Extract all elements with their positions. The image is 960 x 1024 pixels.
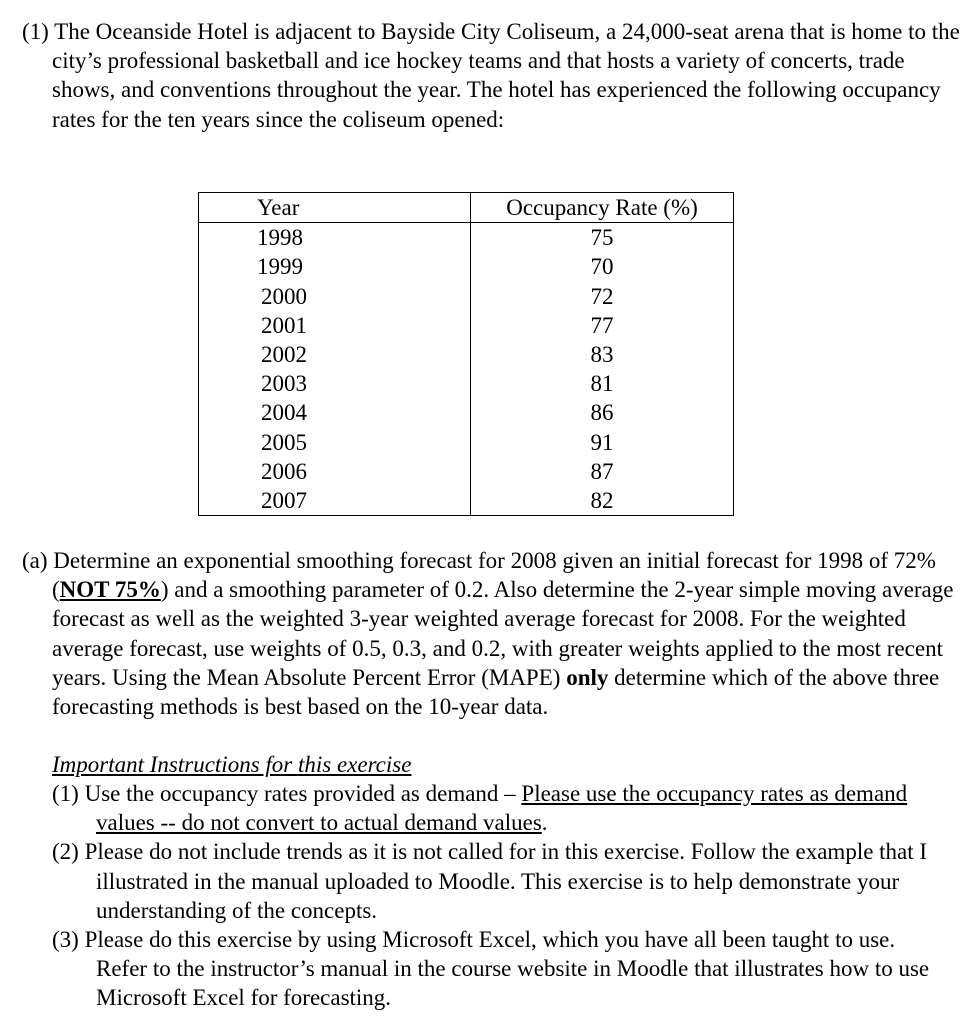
instruction-text: Use the occupancy rates provided as demand – xyxy=(84,781,522,806)
cell-rate: 77 xyxy=(590,312,614,338)
cell-rate: 87 xyxy=(590,458,614,484)
occupancy-table xyxy=(198,192,734,516)
problem-intro xyxy=(22,17,960,134)
table-row xyxy=(199,369,734,398)
part-a-text-1: Determine an exponential smoothing forecast for 2008 given an initial forecast for 1998 of 72% ( xyxy=(52,548,936,603)
instruction-item xyxy=(52,837,932,925)
cell-rate: 70 xyxy=(590,254,614,280)
table-row xyxy=(199,457,734,486)
cell-year: 2002 xyxy=(199,340,471,369)
instructions-list xyxy=(52,779,932,1013)
header-occupancy-rate: Occupancy Rate (%) xyxy=(471,193,734,223)
cell-rate: 72 xyxy=(590,283,614,309)
cell-year: 2001 xyxy=(199,311,471,340)
table-row xyxy=(199,282,734,311)
cell-year: 2003 xyxy=(199,369,471,398)
instruction-text: Please do not include trends as it is not called for in this exercise. Follow the example that I illustrated in the manual uploaded to Moodle. This exercise is to help demonstrate your understanding of the concepts. xyxy=(84,839,928,923)
problem-number: (1) xyxy=(22,19,49,44)
cell-year: 2004 xyxy=(199,398,471,427)
problem-intro-text: The Oceanside Hotel is adjacent to Bayside City Coliseum, a 24,000-seat arena that is home to the city’s professional basketball and ice hockey teams and that hosts a variety of concerts, trade shows, and conventions throughout the year. The hotel has experienced the following occupancy rates for the ten years since the coliseum opened: xyxy=(52,19,960,132)
instruction-underlined-text: Please use the occupancy rates as demand values -- do not convert to actual demand values xyxy=(96,781,908,836)
instruction-text: Please do this exercise by using Microsoft Excel, which you have all been taught to use. Refer to the instructor’s manual in the course website in Moodle that illustrates how to use Microsoft Excel for forecasting. xyxy=(84,927,930,1011)
cell-year: 2007 xyxy=(199,486,471,516)
part-a-text-2: ) and a smoothing parameter of 0.2. Also determine the 2-year simple moving average forecast as well as the weighted 3-year weighted average forecast for 2008. For the weighted average forecast, use weights of 0.5, 0.3, and 0.2, with greater weights applied to the most recent years. Using the Mean Absolute Percent Error (MAPE) xyxy=(52,577,954,690)
not-75-emphasis: NOT 75% xyxy=(59,577,161,603)
cell-year: 2006 xyxy=(199,457,471,486)
important-instructions-heading: Important Instructions for this exercise xyxy=(52,752,412,777)
table-row xyxy=(199,486,734,516)
instruction-number: (2) xyxy=(52,839,79,865)
instruction-item xyxy=(52,779,932,837)
table-row xyxy=(199,398,734,427)
cell-rate: 83 xyxy=(590,342,614,368)
cell-rate: 75 xyxy=(590,225,614,251)
table-row xyxy=(199,340,734,369)
cell-year: 2000 xyxy=(199,282,471,311)
instruction-item xyxy=(52,925,932,1013)
part-a-question xyxy=(22,546,960,721)
table-row xyxy=(199,223,734,253)
instruction-number: (1) xyxy=(52,781,79,806)
cell-rate: 91 xyxy=(590,429,614,455)
table-header-row xyxy=(199,193,734,223)
instruction-tail: . xyxy=(541,810,548,836)
instruction-number: (3) xyxy=(52,927,79,953)
cell-rate: 86 xyxy=(590,400,614,426)
table-row xyxy=(199,428,734,457)
cell-year: 2005 xyxy=(199,428,471,457)
header-year: Year xyxy=(199,193,471,223)
table-row xyxy=(199,252,734,281)
cell-year: 1999 xyxy=(199,252,471,281)
part-a-text-3: determine which of the above three forecasting methods is best based on the 10-year data. xyxy=(52,664,940,720)
table-row xyxy=(199,311,734,340)
cell-rate: 82 xyxy=(590,488,614,514)
cell-year: 1998 xyxy=(199,223,471,253)
cell-rate: 81 xyxy=(590,371,614,397)
only-emphasis: only xyxy=(566,664,609,690)
part-a-label: (a) xyxy=(22,548,48,573)
